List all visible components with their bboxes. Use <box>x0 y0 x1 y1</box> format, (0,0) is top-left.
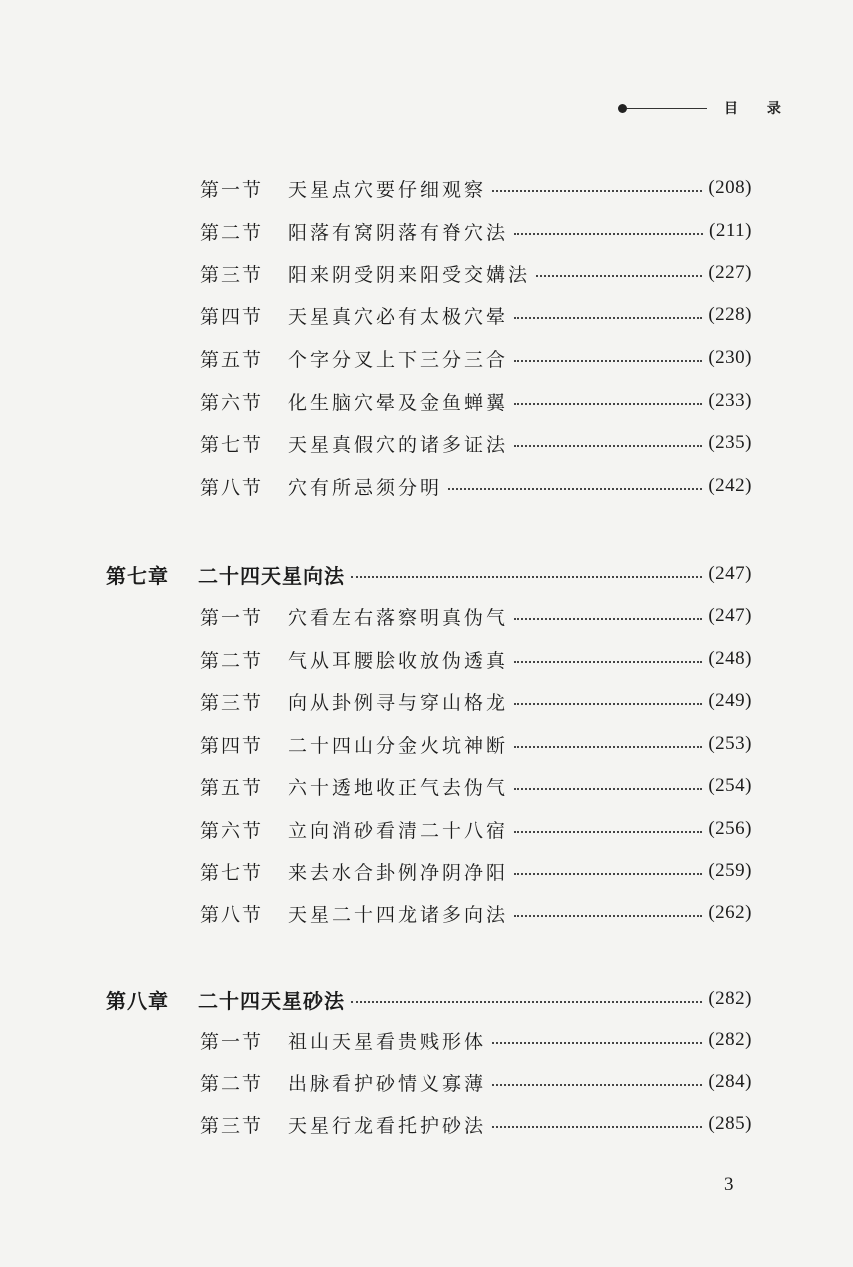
dot-leader <box>492 1042 702 1044</box>
dot-leader <box>514 403 702 405</box>
section-title: 二十四山分金火坑神断 <box>288 734 509 757</box>
page-number: (233) <box>708 390 752 411</box>
dot-leader <box>351 576 702 578</box>
section-number: 第二节 <box>200 1072 264 1095</box>
section-number: 第八节 <box>200 903 264 926</box>
dot-leader <box>514 746 702 748</box>
section-number: 第二节 <box>200 649 264 672</box>
toc-section-row[interactable] <box>200 1109 752 1139</box>
toc-section-row[interactable] <box>200 258 752 288</box>
dot-leader <box>492 190 702 192</box>
toc-section-row[interactable] <box>200 1025 752 1055</box>
section-title: 化生脑穴晕及金鱼蝉翼 <box>288 391 509 414</box>
page-number: (259) <box>708 860 752 881</box>
page-number: (282) <box>708 988 752 1009</box>
running-header <box>618 98 793 122</box>
toc-section-row[interactable] <box>200 1067 752 1097</box>
dot-leader <box>492 1084 702 1086</box>
dot-leader <box>514 915 702 917</box>
section-title: 立向消砂看清二十八宿 <box>288 819 509 842</box>
dot-leader <box>514 360 702 362</box>
section-number: 第六节 <box>200 391 264 414</box>
toc-section-row[interactable] <box>200 386 752 416</box>
section-number: 第二节 <box>200 221 264 244</box>
section-title: 祖山天星看贵贱形体 <box>288 1030 487 1053</box>
chapter-title: 二十四天星砂法 <box>198 988 345 1013</box>
section-number: 第七节 <box>200 433 264 456</box>
dot-leader <box>536 275 702 277</box>
dot-leader <box>514 831 702 833</box>
page-number: (253) <box>708 733 752 754</box>
dot-leader <box>492 1126 702 1128</box>
toc-section-row[interactable] <box>200 771 752 801</box>
section-title: 天星点穴要仔细观察 <box>288 178 487 201</box>
chapter-number: 第八章 <box>106 988 169 1013</box>
page-folio: 3 <box>724 1174 734 1195</box>
dot-leader <box>514 618 702 620</box>
chapter-title: 二十四天星向法 <box>198 563 345 588</box>
section-number: 第五节 <box>200 348 264 371</box>
toc-section-row[interactable] <box>200 686 752 716</box>
dot-leader <box>351 1001 702 1003</box>
toc-section-row[interactable] <box>200 898 752 928</box>
section-title: 天星行龙看托护砂法 <box>288 1114 487 1137</box>
section-title: 六十透地收正气去伪气 <box>288 776 509 799</box>
dot-leader <box>514 873 702 875</box>
section-number: 第三节 <box>200 263 264 286</box>
dot-leader <box>514 661 702 663</box>
page-number: (285) <box>708 1113 752 1134</box>
page-number: (262) <box>708 902 752 923</box>
bullet-icon <box>618 104 627 113</box>
header-rule <box>627 108 707 109</box>
page-number: (242) <box>708 475 752 496</box>
section-number: 第四节 <box>200 734 264 757</box>
toc-section-row[interactable] <box>200 343 752 373</box>
dot-leader <box>448 488 702 490</box>
page-number: (230) <box>708 347 752 368</box>
page-number: (256) <box>708 818 752 839</box>
section-title: 天星真假穴的诸多证法 <box>288 433 509 456</box>
page-number: (227) <box>708 262 752 283</box>
page-number: (247) <box>708 563 752 584</box>
toc-section-row[interactable] <box>200 173 752 203</box>
toc-section-row[interactable] <box>200 216 752 246</box>
dot-leader <box>514 233 703 235</box>
section-number: 第四节 <box>200 305 264 328</box>
section-title: 阳落有窝阴落有脊穴法 <box>288 221 509 244</box>
toc-section-row[interactable] <box>200 300 752 330</box>
toc-section-row[interactable] <box>200 814 752 844</box>
section-title: 天星真穴必有太极穴晕 <box>288 305 509 328</box>
page-number: (282) <box>708 1029 752 1050</box>
page-number: (211) <box>709 220 752 241</box>
section-title: 向从卦例寻与穿山格龙 <box>288 691 509 714</box>
section-title: 阳来阴受阴来阳受交媾法 <box>288 263 531 286</box>
section-number: 第七节 <box>200 861 264 884</box>
section-title: 出脉看护砂情义寡薄 <box>288 1072 487 1095</box>
section-number: 第六节 <box>200 819 264 842</box>
toc-section-row[interactable] <box>200 471 752 501</box>
toc-section-row[interactable] <box>200 856 752 886</box>
section-number: 第一节 <box>200 606 264 629</box>
section-number: 第八节 <box>200 476 264 499</box>
section-number: 第三节 <box>200 691 264 714</box>
dot-leader <box>514 703 702 705</box>
dot-leader <box>514 788 702 790</box>
page-number: (247) <box>708 605 752 626</box>
section-title: 天星二十四龙诸多向法 <box>288 903 509 926</box>
section-number: 第五节 <box>200 776 264 799</box>
toc-chapter-row[interactable] <box>106 984 752 1014</box>
page-number: (228) <box>708 304 752 325</box>
toc-chapter-row[interactable] <box>106 559 752 589</box>
section-title: 个字分叉上下三分三合 <box>288 348 509 371</box>
header-label: 目 录 <box>724 101 793 117</box>
page-number: (284) <box>708 1071 752 1092</box>
dot-leader <box>514 317 702 319</box>
page-number: (208) <box>708 177 752 198</box>
page-number: (235) <box>708 432 752 453</box>
page-number: (254) <box>708 775 752 796</box>
section-title: 穴看左右落察明真伪气 <box>288 606 509 629</box>
toc-section-row[interactable] <box>200 644 752 674</box>
section-title: 来去水合卦例净阴净阳 <box>288 861 509 884</box>
section-title: 穴有所忌须分明 <box>288 476 443 499</box>
toc-section-row[interactable] <box>200 729 752 759</box>
dot-leader <box>514 445 702 447</box>
page-number: (249) <box>708 690 752 711</box>
section-title: 气从耳腰脍收放伪透真 <box>288 649 509 672</box>
section-number: 第一节 <box>200 1030 264 1053</box>
section-number: 第一节 <box>200 178 264 201</box>
toc-section-row[interactable] <box>200 601 752 631</box>
page-number: (248) <box>708 648 752 669</box>
chapter-number: 第七章 <box>106 563 169 588</box>
toc-section-row[interactable] <box>200 428 752 458</box>
section-number: 第三节 <box>200 1114 264 1137</box>
